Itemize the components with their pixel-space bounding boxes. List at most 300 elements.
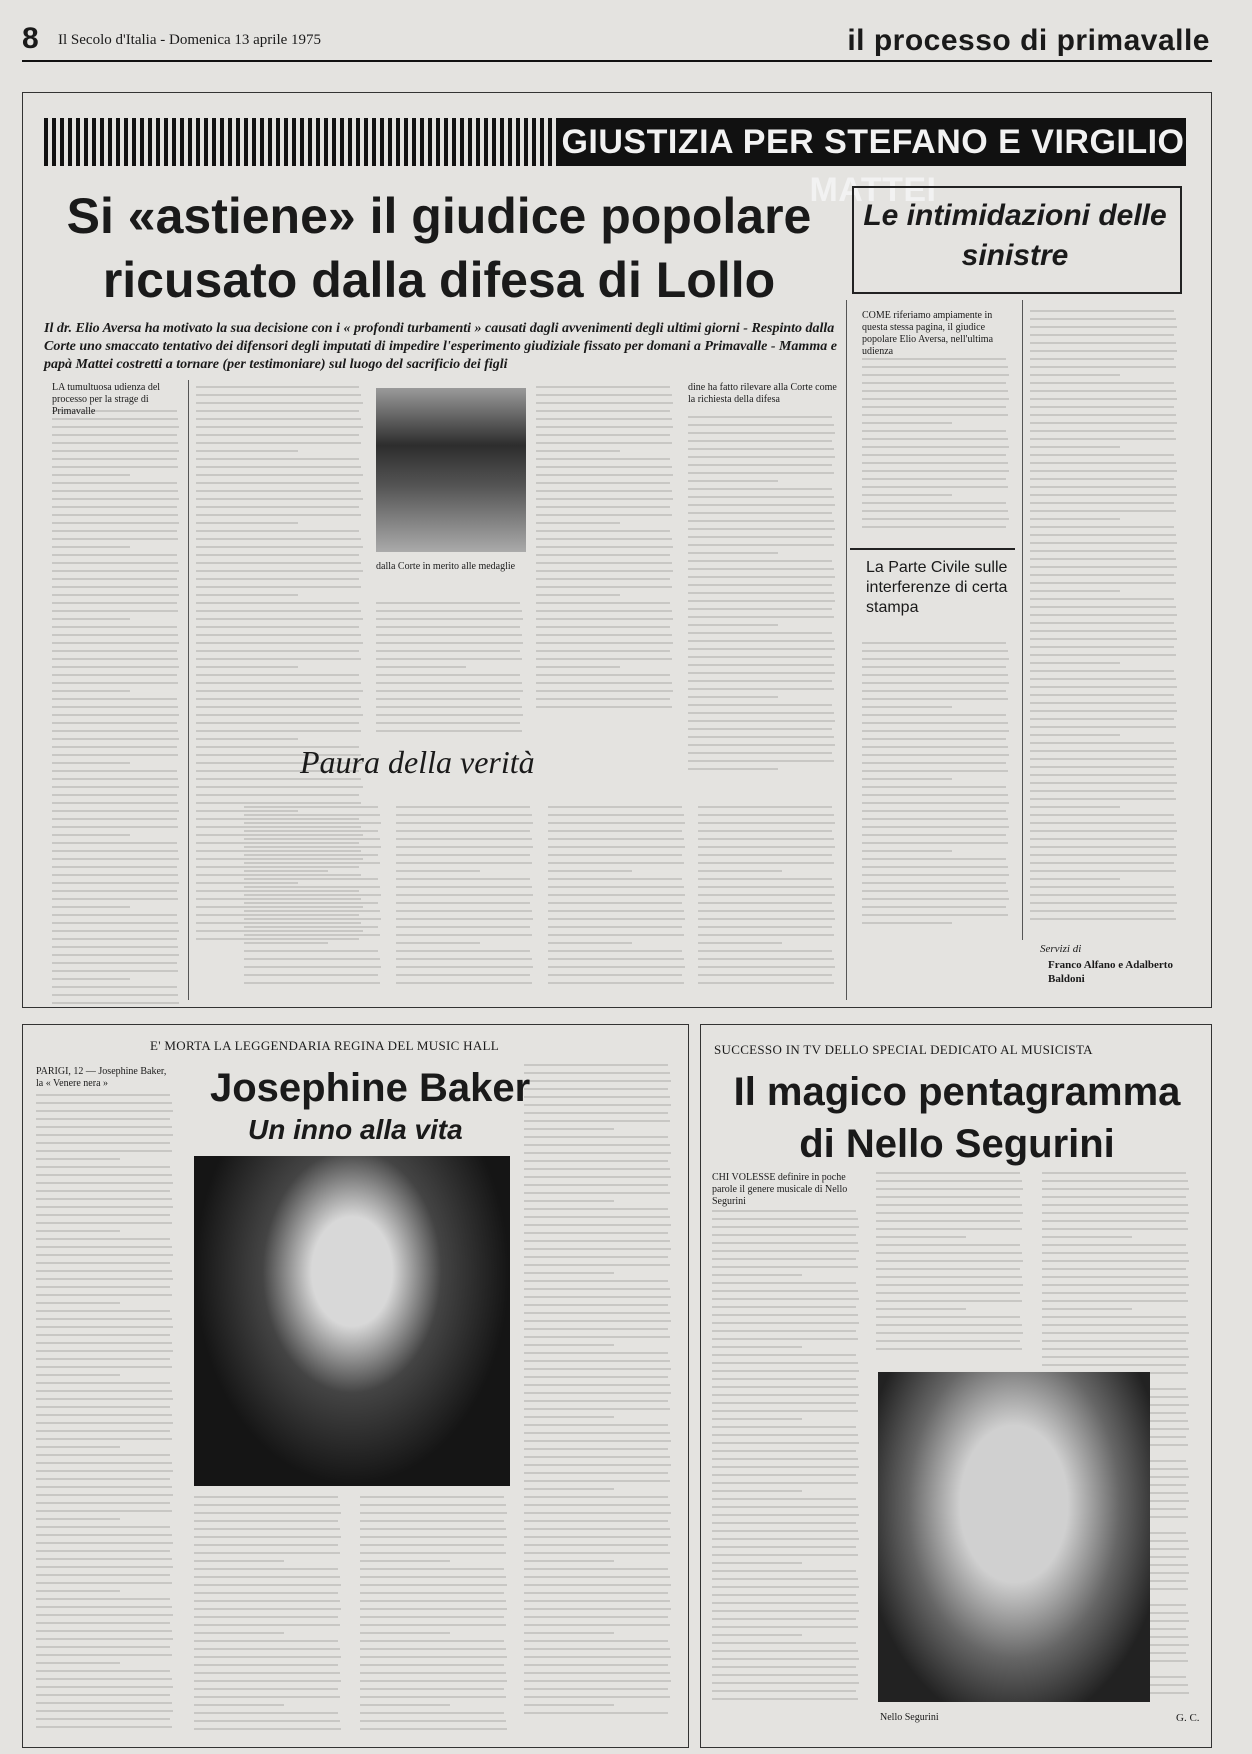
text-line [688,672,835,674]
text-line [712,1482,858,1484]
text-line [360,1712,504,1714]
text-line [1030,590,1120,592]
text-line [194,1664,338,1666]
text-line [712,1386,858,1388]
text-line [524,1064,668,1066]
text-line [396,942,480,944]
column-rule [1022,300,1023,940]
text-line [36,1222,172,1224]
text-line [688,440,832,442]
text-line [536,538,672,540]
text-line [244,846,381,848]
text-line [244,814,380,816]
text-line [712,1642,856,1644]
text-line [52,650,177,652]
main-headline: Si «astiene» il giudice popolare ricusato dalla difesa di Lollo [66,188,812,308]
text-line [52,746,177,748]
sidebar-title: Le intimidazioni delle sinistre [863,199,1167,272]
text-line [862,382,1006,384]
text-line [36,1366,172,1368]
text-line [862,398,1009,400]
text-line [360,1680,507,1682]
text-line [376,690,523,692]
text-line [524,1272,614,1274]
text-line [862,650,1008,652]
text-line [376,730,522,732]
main-col-5-start: COME riferiamo ampiamente in questa stessa pagina, il giudice popolare Elio Aversa, nell'ultima udienza [862,310,994,357]
text-line [1042,1364,1186,1366]
text-line [244,894,381,896]
text-line [548,982,684,984]
text-line [712,1554,858,1556]
text-line [688,520,834,522]
text-line [52,1002,179,1004]
text-line [1030,598,1174,600]
text-line [1042,1292,1186,1294]
text-line [698,806,832,808]
text-line [360,1592,504,1594]
text-line [862,526,1006,528]
text-line [524,1624,670,1626]
text-line [360,1720,506,1722]
text-line [36,1582,172,1584]
text-line [1042,1172,1186,1174]
text-line [244,982,380,984]
text-line [52,818,177,820]
text-line [536,530,670,532]
text-line [52,674,177,676]
text-line [376,682,522,684]
text-line [876,1260,1023,1262]
text-line [862,366,1008,368]
text-line [1030,774,1176,776]
text-line [1030,486,1176,488]
text-line [1042,1332,1189,1334]
text-line [548,910,684,912]
text-line [196,394,361,396]
text-line [360,1520,504,1522]
text-line [1030,662,1120,664]
text-line [712,1250,859,1252]
text-line [712,1474,856,1476]
text-line [36,1286,170,1288]
text-line [862,810,1006,812]
text-line [1030,454,1174,456]
text-line [688,432,835,434]
text-line [196,506,359,508]
text-line [196,554,359,556]
text-line [688,768,778,770]
text-line [862,858,1006,860]
text-line [1042,1244,1186,1246]
text-line [876,1300,1022,1302]
text-line [876,1316,1020,1318]
text-line [524,1480,670,1482]
text-line [244,806,378,808]
text-line [524,1416,614,1418]
text-line [862,850,952,852]
text-line [1030,742,1174,744]
text-line [396,838,532,840]
text-line [36,1430,170,1432]
text-line [688,584,832,586]
text-line [196,386,359,388]
text-line [688,560,832,562]
text-line [876,1244,1020,1246]
text-line [712,1402,856,1404]
text-line [194,1680,341,1682]
text-line [688,416,832,418]
text-line [524,1328,668,1330]
baker-col-3 [360,1496,510,1736]
text-line [196,802,361,804]
baker-headline: Josephine Baker [210,1066,531,1110]
text-line [536,450,620,452]
text-line [376,706,522,708]
text-line [52,578,177,580]
text-line [712,1394,859,1396]
text-line [1030,558,1176,560]
text-line [712,1330,856,1332]
text-line [396,878,530,880]
text-line [52,458,177,460]
text-line [52,730,178,732]
text-line [688,664,834,666]
text-line [52,586,178,588]
text-line [712,1530,858,1532]
text-line [52,722,177,724]
text-line [1030,918,1176,920]
baker-lead-words: PARIGI, 12 — Josephine Baker, la « Venere nera » [36,1066,167,1089]
text-line [196,498,363,500]
text-line [36,1622,170,1624]
text-line [1042,1316,1186,1318]
text-line [688,576,835,578]
main-col-1 [52,410,182,1010]
parte-civile-col [862,642,1012,930]
text-line [244,974,378,976]
text-line [196,562,361,564]
text-line [360,1568,504,1570]
text-line [194,1496,338,1498]
text-line [712,1450,856,1452]
text-line [36,1630,172,1632]
text-line [698,910,834,912]
text-line [524,1704,614,1706]
paura-subheading: Paura della verità [300,744,535,780]
text-line [536,594,620,596]
text-line [524,1384,670,1386]
text-line [196,714,363,716]
text-line [52,490,178,492]
text-line [52,498,179,500]
text-line [536,610,672,612]
text-line [36,1374,120,1376]
text-line [688,568,834,570]
text-line [688,648,835,650]
text-line [536,466,672,468]
text-line [548,806,682,808]
text-line [194,1616,338,1618]
text-line [36,1262,170,1264]
text-line [712,1362,858,1364]
text-line [524,1632,614,1634]
text-line [1030,574,1174,576]
text-line [194,1544,338,1546]
text-line [712,1418,802,1420]
text-line [524,1608,671,1610]
text-line [196,730,361,732]
text-line [194,1688,338,1690]
text-line [196,538,361,540]
text-line [524,1464,671,1466]
text-line [712,1298,859,1300]
text-line [688,472,834,474]
text-line [862,738,1006,740]
text-line [244,958,380,960]
text-line [524,1448,668,1450]
text-line [536,498,673,500]
text-line [36,1710,173,1712]
text-line [536,490,672,492]
text-line [862,502,1006,504]
text-line [536,514,672,516]
text-line [194,1624,340,1626]
text-line [244,926,378,928]
text-line [698,934,834,936]
text-line [688,744,835,746]
text-line [698,926,832,928]
text-line [1030,782,1177,784]
text-line [1030,646,1174,648]
text-line [524,1640,668,1642]
text-line [196,466,361,468]
text-line [712,1514,859,1516]
text-line [360,1648,506,1650]
text-line [536,642,673,644]
text-line [524,1288,670,1290]
text-line [524,1560,614,1562]
text-line [36,1422,173,1424]
text-line [36,1454,170,1456]
text-line [36,1574,170,1576]
text-line [1030,854,1177,856]
text-line [688,760,834,762]
text-line [688,728,832,730]
text-line [244,830,378,832]
text-line [36,1654,172,1656]
text-line [360,1640,504,1642]
text-line [712,1346,802,1348]
text-line [360,1688,504,1690]
text-line [712,1570,856,1572]
text-line [36,1382,170,1384]
text-line [52,426,179,428]
text-line [536,690,673,692]
text-line [194,1640,338,1642]
paura-col-4 [698,806,838,990]
text-line [396,870,480,872]
text-line [1042,1188,1189,1190]
text-line [360,1584,507,1586]
text-line [876,1228,1022,1230]
text-line [548,886,684,888]
text-line [688,752,832,754]
text-line [688,616,834,618]
text-line [36,1566,173,1568]
text-line [536,634,672,636]
text-line [36,1206,173,1208]
text-line [52,434,177,436]
text-line [52,858,179,860]
text-line [196,410,359,412]
text-line [194,1600,340,1602]
text-line [862,446,1009,448]
text-line [36,1182,173,1184]
text-line [548,854,682,856]
text-line [36,1502,170,1504]
text-line [524,1312,670,1314]
text-line [244,942,328,944]
text-line [698,902,832,904]
text-line [194,1576,340,1578]
text-line [360,1552,506,1554]
text-line [1030,806,1120,808]
text-line [862,874,1009,876]
text-line [712,1242,858,1244]
text-line [698,830,832,832]
text-line [396,886,532,888]
text-line [196,458,359,460]
text-line [36,1542,173,1544]
text-line [36,1638,173,1640]
text-line [52,866,177,868]
text-line [1030,566,1177,568]
text-line [536,546,673,548]
text-line [194,1720,340,1722]
text-line [52,706,178,708]
text-line [862,454,1006,456]
text-line [196,690,363,692]
text-line [360,1560,450,1562]
baker-photo [194,1156,510,1486]
text-line [52,570,179,572]
text-line [524,1536,671,1538]
main-col-3 [536,386,676,714]
text-line [244,878,378,880]
text-line [524,1088,668,1090]
text-line [698,894,835,896]
text-line [52,754,178,756]
text-line [396,806,530,808]
paura-col-2 [396,806,536,990]
text-line [36,1670,170,1672]
text-line [36,1494,173,1496]
text-line [244,870,328,872]
text-line [36,1158,120,1160]
text-line [1030,630,1176,632]
text-line [196,426,363,428]
text-line [36,1606,172,1608]
text-line [196,450,298,452]
text-line [52,826,178,828]
text-line [1030,358,1174,360]
text-line [712,1466,859,1468]
text-line [862,770,1008,772]
text-line [52,978,130,980]
text-line [536,706,672,708]
text-line [876,1172,1020,1174]
text-line [244,862,380,864]
text-line [524,1432,670,1434]
text-line [876,1180,1022,1182]
text-line [712,1338,858,1340]
text-line [524,1520,668,1522]
text-line [52,986,177,988]
text-line [688,544,834,546]
text-line [548,934,684,936]
text-line [52,418,178,420]
text-line [712,1434,858,1436]
text-line [524,1136,668,1138]
text-line [1042,1356,1189,1358]
text-line [524,1688,668,1690]
text-line [548,966,685,968]
text-line [1030,654,1176,656]
text-line [360,1704,450,1706]
text-line [536,410,670,412]
text-line [196,482,359,484]
text-line [862,898,1009,900]
text-line [548,862,684,864]
text-line [688,600,835,602]
text-line [196,474,363,476]
text-line [1030,726,1176,728]
text-line [360,1504,506,1506]
text-line [1042,1348,1188,1350]
services-label: Servizi di [1040,943,1082,955]
text-line [36,1166,170,1168]
text-line [862,406,1006,408]
text-line [244,838,380,840]
text-line [396,926,530,928]
parte-civile-title: La Parte Civile sulle interferenze di certa stampa [866,559,1008,616]
text-line [524,1456,670,1458]
text-line [1030,326,1177,328]
text-line [1030,542,1177,544]
text-line [876,1220,1020,1222]
text-line [1030,870,1176,872]
text-line [194,1672,340,1674]
text-line [876,1252,1022,1254]
text-line [52,994,178,996]
text-line [196,706,361,708]
text-line [196,618,363,620]
text-line [52,642,179,644]
text-line [698,870,782,872]
text-line [524,1512,671,1514]
text-line [688,552,778,554]
text-line [196,698,359,700]
text-line [52,938,177,940]
text-line [712,1666,856,1668]
text-line [36,1550,170,1552]
text-line [536,426,673,428]
text-line [36,1478,170,1480]
text-line [36,1246,172,1248]
text-line [1030,438,1176,440]
text-line [196,634,361,636]
